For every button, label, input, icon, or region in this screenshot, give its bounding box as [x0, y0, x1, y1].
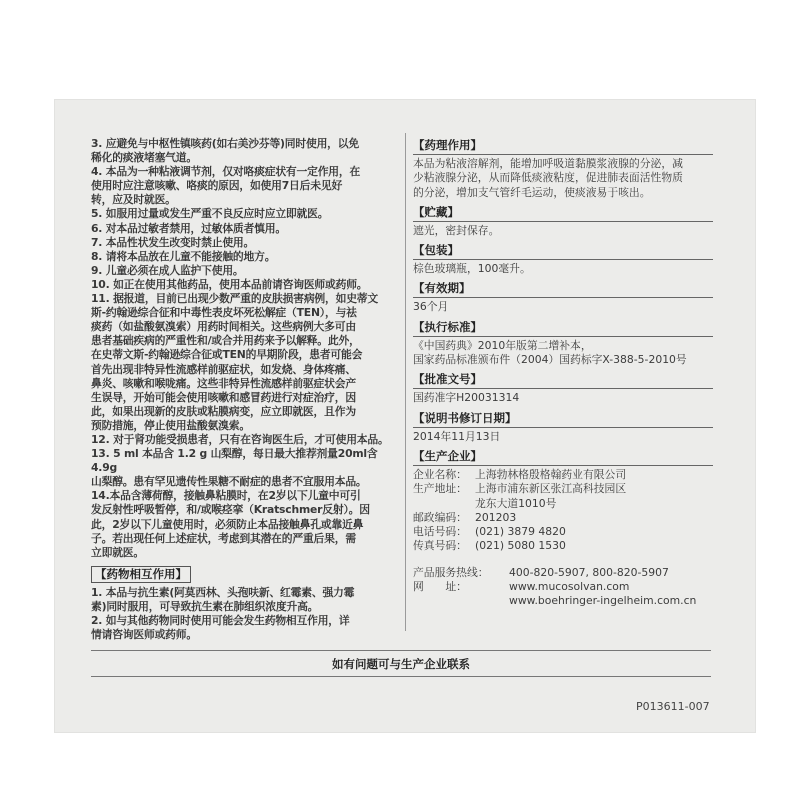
- manufacturer-row: [413, 539, 713, 553]
- row-label: [413, 594, 509, 608]
- standard-line: 国家药品标准颁布件（2004）国药标字X-388-5-2010号: [413, 353, 687, 367]
- row-label: 生产地址：: [413, 482, 467, 496]
- storage-heading: 【贮藏】: [413, 204, 713, 222]
- revision-section: [413, 410, 713, 444]
- row-label: 网 址：: [413, 580, 467, 594]
- validity-heading: 【有效期】: [413, 280, 713, 298]
- storage-text: 遮光，密封保存。: [413, 223, 500, 237]
- approval-section: [413, 371, 713, 405]
- manufacturer-row: [413, 525, 713, 539]
- approval-heading: 【批准文号】: [413, 371, 713, 389]
- standard-section: [413, 319, 713, 368]
- row-label: 企业名称：: [413, 467, 467, 481]
- row-value: 201203: [475, 510, 517, 524]
- package-text: 棕色玻璃瓶，100毫升。: [413, 262, 531, 276]
- row-label: [413, 497, 475, 511]
- standard-heading: 【执行标准】: [413, 319, 713, 337]
- manufacturer-section: [413, 448, 713, 609]
- precaution-line: 13. 5 ml 本品含 1.2 g 山梨醇，每日最大推荐剂量20ml含4.9g: [91, 447, 378, 475]
- package-section: [413, 242, 713, 276]
- row-value: www.boehringer-ingelheim.com.cn: [509, 594, 697, 608]
- footer-rule-top: [91, 650, 711, 651]
- precaution-line: 9. 儿童必须在成人监护下使用。: [91, 263, 244, 277]
- precaution-line: 12. 对于肾功能受损患者，只有在咨询医生后，才可使用本品。: [91, 432, 389, 446]
- precaution-line: 子。若出现任何上述症状，考虑到其潜在的严重后果，需: [91, 531, 356, 545]
- pharmacology-section: [413, 137, 713, 200]
- interaction-line: 情请咨询医师或药师。: [91, 628, 197, 642]
- row-value: 上海市浦东新区张江高科技园区: [475, 482, 627, 496]
- validity-text: 36个月: [413, 300, 449, 314]
- interaction-line: 1. 本品与抗生素(阿莫西林、头孢呋新、红霉素、强力霉: [91, 585, 355, 599]
- precaution-line: 首先出现非特异性流感样前驱症状，如发烧、身体疼痛、: [91, 362, 356, 376]
- pharmacology-heading: 【药理作用】: [413, 137, 713, 155]
- manufacturer-row: [413, 566, 713, 580]
- interaction-line: 2. 如与其他药物同时使用可能会发生药物相互作用，详: [91, 614, 350, 627]
- column-divider: [405, 133, 406, 631]
- precaution-line: 患者基础疾病的严重性和/或合并用药来予以解释。此外，: [91, 334, 360, 348]
- contact-note: 如有问题可与生产企业联系: [332, 657, 470, 671]
- validity-section: [413, 280, 713, 314]
- row-value: 龙东大道1010号: [475, 496, 557, 510]
- precaution-line: 3. 应避免与中枢性镇咳药(如右美沙芬等)同时使用，以免: [91, 137, 359, 150]
- precaution-line: 使用时应注意咳嗽、咯痰的原因，如使用7日后未见好: [91, 179, 343, 193]
- row-label: 传真号码：: [413, 539, 467, 553]
- manufacturer-row: [413, 468, 713, 482]
- manufacturer-row: [413, 511, 713, 525]
- row-value: www.mucosolvan.com: [509, 580, 630, 594]
- precaution-line: 稀化的痰液堵塞气道。: [91, 151, 197, 165]
- precaution-line: 痰药（如盐酸氨溴索）用药时间相关。这些病例大多可由: [91, 320, 356, 334]
- manufacturer-details: [413, 468, 713, 554]
- precaution-line: 11. 据报道，目前已出现少数严重的皮肤损害病例，如史蒂文: [91, 292, 379, 306]
- row-label: 邮政编码：: [413, 510, 467, 524]
- precaution-line: 预防措施，停止使用盐酸氨溴索。: [91, 418, 250, 432]
- row-label: 产品服务热线：: [413, 565, 489, 579]
- precaution-line: 4. 本品为一种粘液调节剂，仅对咯痰症状有一定作用，在: [91, 165, 361, 179]
- right-column: [413, 137, 713, 613]
- precaution-line: 发反射性呼吸暂停，和/或喉痉挛（Kratschmer反射）。因: [91, 503, 370, 517]
- precaution-line: 7. 本品性状发生改变时禁止使用。: [91, 235, 255, 249]
- row-value: 400-820-5907, 800-820-5907: [509, 565, 669, 579]
- manufacturer-row: [413, 482, 713, 496]
- row-value: 上海勃林格殷格翰药业有限公司: [475, 467, 627, 481]
- document-code: P013611-007: [636, 700, 710, 713]
- pharmacology-line: 少粘液腺分泌，从而降低痰液粘度，促进肺表面活性物质: [413, 171, 683, 185]
- precaution-line: 生误导，开始可能会使用咳嗽和感冒药进行对症治疗，因: [91, 390, 356, 404]
- standard-text: [413, 339, 713, 368]
- precaution-line: 斯-约翰逊综合征和中毒性表皮坏死松解症（TEN），与祛: [91, 306, 357, 320]
- approval-text: 国药准字H20031314: [413, 391, 520, 405]
- standard-line: 《中国药典》2010年版第二增补本，: [413, 338, 592, 352]
- package-heading: 【包装】: [413, 242, 713, 260]
- precaution-line: 5. 如服用过量或发生严重不良反应时应立即就医。: [91, 207, 329, 221]
- interaction-list: [91, 586, 397, 642]
- storage-section: [413, 204, 713, 238]
- precaution-line: 此，2岁以下儿童使用时，必须防止本品接触鼻孔或靠近鼻: [91, 517, 364, 531]
- row-value: (021) 3879 4820: [475, 525, 566, 539]
- precaution-line: 此，如果出现新的皮肤或粘膜病变，应立即就医，且作为: [91, 404, 356, 418]
- pharmacology-line: 的分泌，增加支气管纤毛运动，使痰液易于咳出。: [413, 185, 651, 199]
- pharmacology-text: [413, 157, 713, 200]
- manufacturer-heading: 【生产企业】: [413, 448, 713, 466]
- footer-rule-bottom: [91, 676, 711, 677]
- precaution-line: 立即就医。: [91, 545, 144, 559]
- precaution-line: 6. 对本品过敏者禁用，过敏体质者慎用。: [91, 221, 286, 235]
- row-label: 电话号码：: [413, 525, 467, 539]
- precautions-list: [91, 137, 397, 560]
- precaution-line: 14.本品含薄荷醇，接触鼻粘膜时，在2岁以下儿童中可引: [91, 489, 361, 503]
- precaution-line: 转，应及时就医。: [91, 193, 176, 207]
- row-value: (021) 5080 1530: [475, 539, 566, 553]
- precaution-line: 8. 请将本品放在儿童不能接触的地方。: [91, 249, 276, 263]
- manufacturer-row: [413, 580, 713, 594]
- precaution-line: 山梨醇。患有罕见遗传性果糖不耐症的患者不宜服用本品。: [91, 475, 367, 489]
- left-column: [91, 137, 397, 642]
- service-details: [413, 566, 713, 609]
- precaution-line: 鼻炎、咳嗽和喉咙痛。这些非特异性流感样前驱症状会产: [91, 376, 356, 390]
- revision-text: 2014年11月13日: [413, 429, 501, 443]
- manufacturer-row: [413, 497, 713, 511]
- interaction-line: 素)同时服用，可导致抗生素在肺组织浓度升高。: [91, 599, 319, 613]
- pharmacology-line: 本品为粘液溶解剂，能增加呼吸道黏膜浆液腺的分泌，减: [413, 157, 683, 170]
- revision-heading: 【说明书修订日期】: [413, 410, 713, 428]
- interaction-heading: 【药物相互作用】: [91, 566, 191, 583]
- manufacturer-row: [413, 594, 713, 608]
- precaution-line: 在史蒂文斯-约翰逊综合征或TEN的早期阶段，患者可能会: [91, 348, 363, 362]
- precaution-line: 10. 如正在使用其他药品，使用本品前请咨询医师或药师。: [91, 277, 368, 291]
